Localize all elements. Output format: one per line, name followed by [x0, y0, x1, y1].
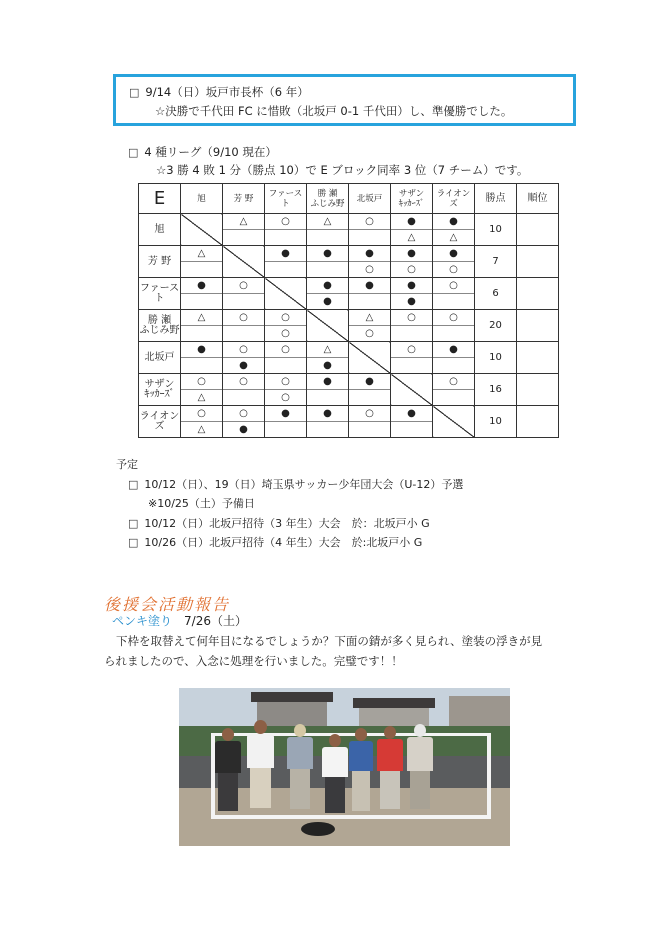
column-header: 順位 [517, 184, 559, 214]
team-name: 勝 瀬 ふじみ野 [139, 310, 181, 342]
block-label: E [139, 184, 181, 214]
result-mark: ○ [349, 214, 390, 230]
result-cell [265, 406, 307, 438]
result-cell [307, 406, 349, 438]
result-cell [391, 246, 433, 278]
rank-cell [517, 374, 559, 406]
table-row [139, 406, 559, 438]
schedule-item-text: 10/12（日）北坂戸招待（3 年生）大会 於：北坂戸小 G [144, 516, 430, 530]
result-cell [349, 214, 391, 246]
result-mark [265, 358, 306, 374]
checkbox-icon: □ [128, 146, 139, 159]
highlight-text-1: 9/14（日）坂戸市長杯（6 年） [145, 85, 309, 99]
result-mark [223, 326, 264, 342]
points-cell: 20 [475, 310, 517, 342]
result-cell [265, 214, 307, 246]
result-mark: ● [323, 359, 332, 371]
team-name: 旭 [139, 214, 181, 246]
result-cell [223, 278, 265, 310]
result-cell [391, 342, 433, 374]
result-cell [391, 406, 433, 438]
result-mark: △ [307, 214, 348, 230]
table-row [139, 342, 559, 374]
result-mark: ● [433, 214, 474, 230]
schedule-subitem: ※10/25（土）予備日 [148, 497, 255, 510]
result-mark: ● [181, 278, 222, 294]
result-mark: ○ [223, 342, 264, 358]
result-mark [181, 294, 222, 310]
table-row [139, 246, 559, 278]
checkbox-icon: □ [128, 516, 139, 530]
result-mark: ● [239, 423, 248, 435]
result-cell [181, 406, 223, 438]
rank-cell [517, 278, 559, 310]
column-header: 旭 [181, 184, 223, 214]
table-row [139, 214, 559, 246]
result-mark [223, 294, 264, 310]
result-mark [391, 422, 432, 438]
result-mark: ● [307, 406, 348, 422]
result-mark [349, 422, 390, 438]
result-mark: △ [449, 231, 458, 243]
team-name: ライオンズ [139, 406, 181, 438]
table-row [139, 278, 559, 310]
result-cell [181, 342, 223, 374]
result-mark: ○ [223, 310, 264, 326]
result-mark: ○ [181, 374, 222, 390]
result-mark [307, 390, 348, 406]
result-cell [433, 214, 475, 246]
result-mark [181, 326, 222, 342]
result-mark: △ [349, 310, 390, 326]
result-cell [307, 214, 349, 246]
result-cell [223, 342, 265, 374]
result-mark: ○ [365, 327, 374, 339]
result-cell [265, 342, 307, 374]
result-mark [181, 262, 222, 278]
result-mark: △ [197, 423, 206, 435]
sub-title-date: 7/26（土） [184, 614, 247, 628]
self-match-cell [265, 278, 307, 310]
result-mark: ○ [265, 214, 306, 230]
result-cell [307, 246, 349, 278]
team-name: ファースト [139, 278, 181, 310]
result-mark: ● [323, 295, 332, 307]
result-mark [391, 358, 432, 374]
checkbox-icon: □ [129, 86, 140, 99]
points-cell: 10 [475, 214, 517, 246]
standings-table [138, 183, 559, 438]
result-cell [181, 278, 223, 310]
result-mark: ● [391, 246, 432, 262]
points-cell: 10 [475, 406, 517, 438]
result-cell [265, 374, 307, 406]
schedule-item-text: 10/26（日）北坂戸招待（4 年生）大会 於:北坂戸小 G [144, 536, 423, 549]
points-cell: 10 [475, 342, 517, 374]
result-mark [349, 390, 390, 406]
result-mark: ● [349, 374, 390, 390]
column-header: 勝 瀬 ふじみ野 [307, 184, 349, 214]
result-mark: △ [307, 342, 348, 358]
result-mark: ● [391, 278, 432, 294]
highlight-box [113, 74, 576, 126]
team-name: 北坂戸 [139, 342, 181, 374]
table-body [139, 214, 559, 438]
result-mark [433, 390, 474, 406]
result-mark: ● [407, 295, 416, 307]
result-mark: ○ [433, 310, 474, 326]
result-cell [349, 310, 391, 342]
rank-cell [517, 342, 559, 374]
result-mark: ○ [407, 263, 416, 275]
column-header: 芳 野 [223, 184, 265, 214]
result-cell [349, 374, 391, 406]
self-match-cell [307, 310, 349, 342]
schedule-item [128, 533, 463, 553]
result-mark: ● [349, 246, 390, 262]
result-cell [265, 246, 307, 278]
result-mark: △ [181, 310, 222, 326]
points-cell: 7 [475, 246, 517, 278]
schedule-item [128, 475, 463, 495]
result-mark [223, 230, 264, 246]
self-match-cell [391, 374, 433, 406]
result-mark [307, 230, 348, 246]
sub-title-text: ペンキ塗り [112, 614, 173, 628]
schedule-item [128, 514, 463, 534]
photo-roof [251, 692, 333, 702]
result-mark: ○ [265, 310, 306, 326]
result-cell [181, 246, 223, 278]
result-mark: ○ [265, 342, 306, 358]
column-header: 勝点 [475, 184, 517, 214]
column-header: サザン ｷｯｶｰｽﾞ [391, 184, 433, 214]
result-mark: ● [307, 278, 348, 294]
result-cell [433, 342, 475, 374]
result-mark: ● [433, 342, 474, 358]
result-cell [223, 374, 265, 406]
result-mark: ○ [433, 374, 474, 390]
highlight-line-2: ☆決勝で千代田 FC に惜敗（北坂戸 0-1 千代田）し、準優勝でした。 [155, 104, 513, 118]
result-mark [433, 358, 474, 374]
result-mark: ○ [449, 263, 458, 275]
points-cell: 16 [475, 374, 517, 406]
team-name: サザン ｷｯｶｰｽﾞ [139, 374, 181, 406]
rank-cell [517, 214, 559, 246]
result-cell [307, 342, 349, 374]
result-mark: ○ [365, 263, 374, 275]
column-header: ライオンズ [433, 184, 475, 214]
league-note: ☆3 勝 4 敗 1 分（勝点 10）で E ブロック同率 3 位（7 チーム）です。 [156, 163, 529, 177]
photo-roof [353, 698, 435, 708]
result-cell [391, 214, 433, 246]
result-mark: △ [197, 391, 206, 403]
result-cell [433, 278, 475, 310]
result-cell [307, 374, 349, 406]
sub-title [112, 612, 247, 629]
self-match-cell [349, 342, 391, 374]
result-mark: ○ [181, 406, 222, 422]
result-cell [433, 310, 475, 342]
result-mark [307, 422, 348, 438]
result-cell [181, 374, 223, 406]
result-mark: ○ [391, 310, 432, 326]
schedule-item-text: 10/12（日）、19（日）埼玉県サッカー少年団大会（U-12）予選 [144, 477, 464, 491]
result-mark: △ [407, 231, 416, 243]
result-cell [223, 310, 265, 342]
rank-cell [517, 406, 559, 438]
rank-cell [517, 246, 559, 278]
result-mark [391, 326, 432, 342]
result-cell [307, 278, 349, 310]
result-mark [265, 422, 306, 438]
result-cell [391, 278, 433, 310]
result-mark: ○ [281, 391, 290, 403]
result-mark: △ [181, 246, 222, 262]
result-mark [349, 230, 390, 246]
group-photo [179, 688, 510, 846]
result-mark [265, 230, 306, 246]
result-mark [223, 390, 264, 406]
result-mark: △ [223, 214, 264, 230]
result-mark [433, 294, 474, 310]
league-title-text: 4 種リーグ（9/10 現在） [144, 145, 277, 159]
result-mark [433, 326, 474, 342]
checkbox-icon: □ [128, 477, 139, 491]
result-cell [349, 246, 391, 278]
report-body-line-2: られましたので、入念に処理を行いました。完璧です！！ [104, 654, 403, 668]
section-title: 後援会活動報告 [104, 595, 231, 614]
result-cell [181, 310, 223, 342]
self-match-cell [181, 214, 223, 246]
result-mark: ● [307, 374, 348, 390]
result-mark: ○ [223, 374, 264, 390]
column-header: 北坂戸 [349, 184, 391, 214]
team-name: 芳 野 [139, 246, 181, 278]
column-header: ファースト [265, 184, 307, 214]
result-mark: ● [349, 278, 390, 294]
result-mark: ● [391, 214, 432, 230]
result-mark: ○ [433, 278, 474, 294]
result-cell [223, 214, 265, 246]
highlight-line-1 [129, 83, 573, 102]
result-mark: ○ [265, 374, 306, 390]
table-row [139, 310, 559, 342]
schedule-heading: 予定 [116, 458, 138, 471]
self-match-cell [223, 246, 265, 278]
result-cell [349, 406, 391, 438]
result-mark [181, 358, 222, 374]
self-match-cell [433, 406, 475, 438]
result-cell [391, 310, 433, 342]
result-mark: ○ [223, 278, 264, 294]
photo-tire [301, 822, 335, 836]
result-mark [307, 262, 348, 278]
report-body-line-1: 下枠を取替えて何年目になるでしょうか？下面の錆が多く見られ、塗装の浮きが見 [116, 634, 543, 648]
result-mark: ○ [391, 342, 432, 358]
result-mark: ○ [281, 327, 290, 339]
result-cell [265, 310, 307, 342]
result-cell [433, 246, 475, 278]
result-mark: ● [181, 342, 222, 358]
checkbox-icon: □ [128, 536, 139, 549]
table-row [139, 374, 559, 406]
result-cell [433, 374, 475, 406]
result-mark: ● [265, 406, 306, 422]
result-cell [223, 406, 265, 438]
result-mark: ● [307, 246, 348, 262]
league-title [128, 143, 277, 162]
result-mark [349, 294, 390, 310]
schedule-section [116, 455, 463, 553]
report-body [104, 631, 574, 671]
result-mark: ● [433, 246, 474, 262]
result-mark [265, 262, 306, 278]
points-cell: 6 [475, 278, 517, 310]
result-mark: ● [265, 246, 306, 262]
result-cell [349, 278, 391, 310]
result-mark: ● [391, 406, 432, 422]
result-mark: ● [239, 359, 248, 371]
rank-cell [517, 310, 559, 342]
result-mark: ○ [223, 406, 264, 422]
table-header-row [139, 184, 559, 214]
result-mark: ○ [349, 406, 390, 422]
